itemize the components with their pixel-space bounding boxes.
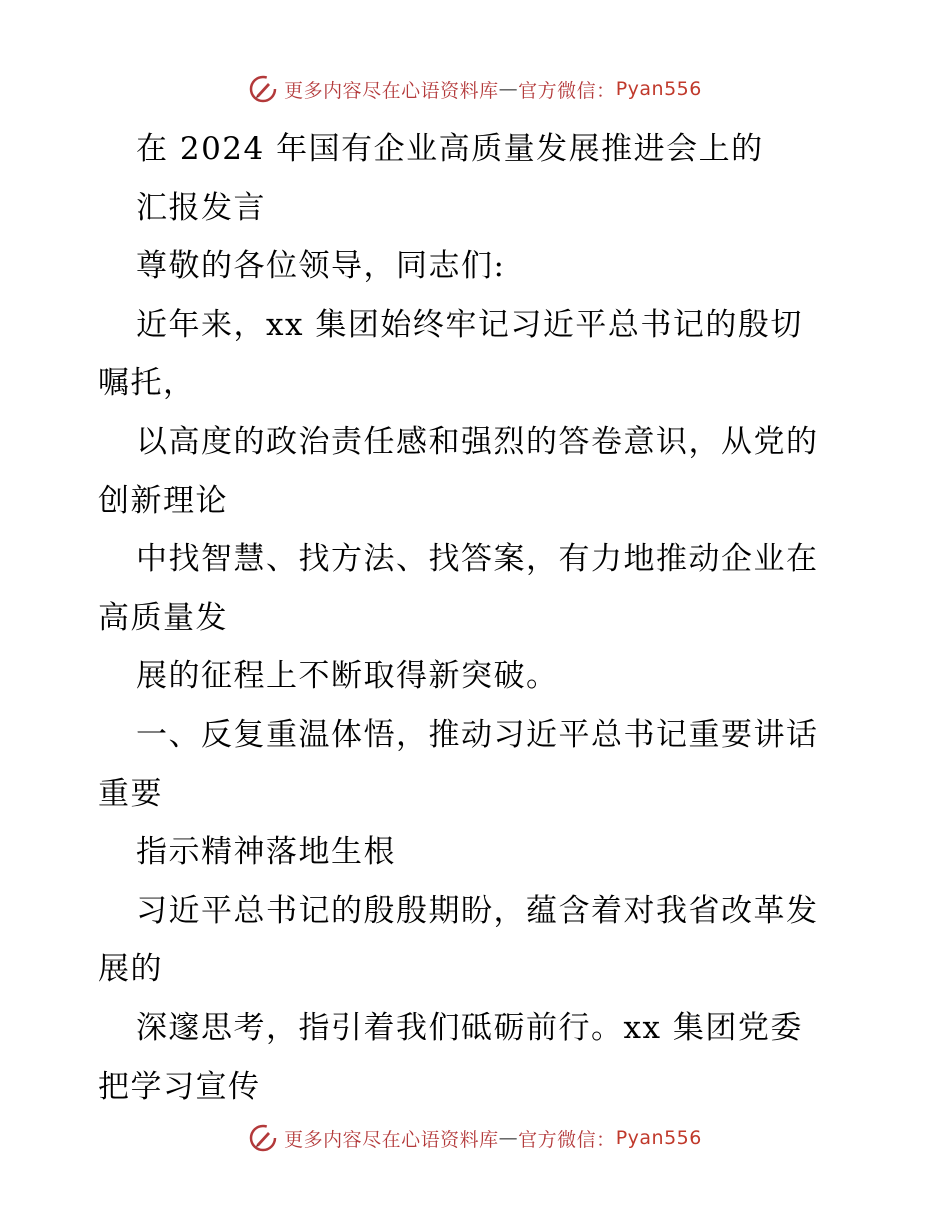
text-line: 汇报发言 [136,189,266,226]
watermark-separator: — [498,78,519,100]
text-line: 高质量发 [98,599,228,636]
text-line: 中找智慧、找方法、找答案，有力地推动企业在 [136,541,819,578]
watermark-brand: 更多内容尽在心语资料库 [284,79,499,102]
pen-in-circle-icon [248,74,278,104]
document-body [98,120,858,1116]
text-line: 把学习宣传 [98,1068,261,1105]
watermark-wechat-label: 官方微信： [518,1128,616,1151]
text-line: 展的征程上不断取得新突破。 [136,658,559,695]
watermark-wechat-id: Pyan556 [615,1127,702,1149]
text-line: 习近平总书记的殷殷期盼，蕴含着对我省改革发 [136,892,819,929]
text-line: 一、反复重温体悟，推动习近平总书记重要讲话 [136,716,819,753]
text-line: 重要 [98,775,163,812]
text-line: 展的 [98,951,163,988]
watermark-header [0,74,950,104]
text-line: 嘱托， [98,365,196,402]
text-line: 在 2024 年国有企业高质量发展推进会上的 [136,131,764,167]
text-line: 指示精神落地生根 [136,834,396,871]
watermark-wechat-id: Pyan556 [615,78,702,100]
watermark-wechat-label: 官方微信： [518,79,616,102]
text-line: 以高度的政治责任感和强烈的答卷意识，从党的 [136,423,819,460]
pen-in-circle-icon [248,1123,278,1153]
text-line: 近年来，xx 集团始终牢记习近平总书记的殷切 [136,306,803,343]
watermark-footer [0,1123,950,1153]
text-line: 创新理论 [98,482,228,519]
text-line: 尊敬的各位领导，同志们: [136,248,506,285]
text-line: 深邃思考，指引着我们砥砺前行。xx 集团党委 [136,1009,803,1046]
watermark-brand: 更多内容尽在心语资料库 [284,1128,499,1151]
watermark-separator: — [498,1127,519,1149]
